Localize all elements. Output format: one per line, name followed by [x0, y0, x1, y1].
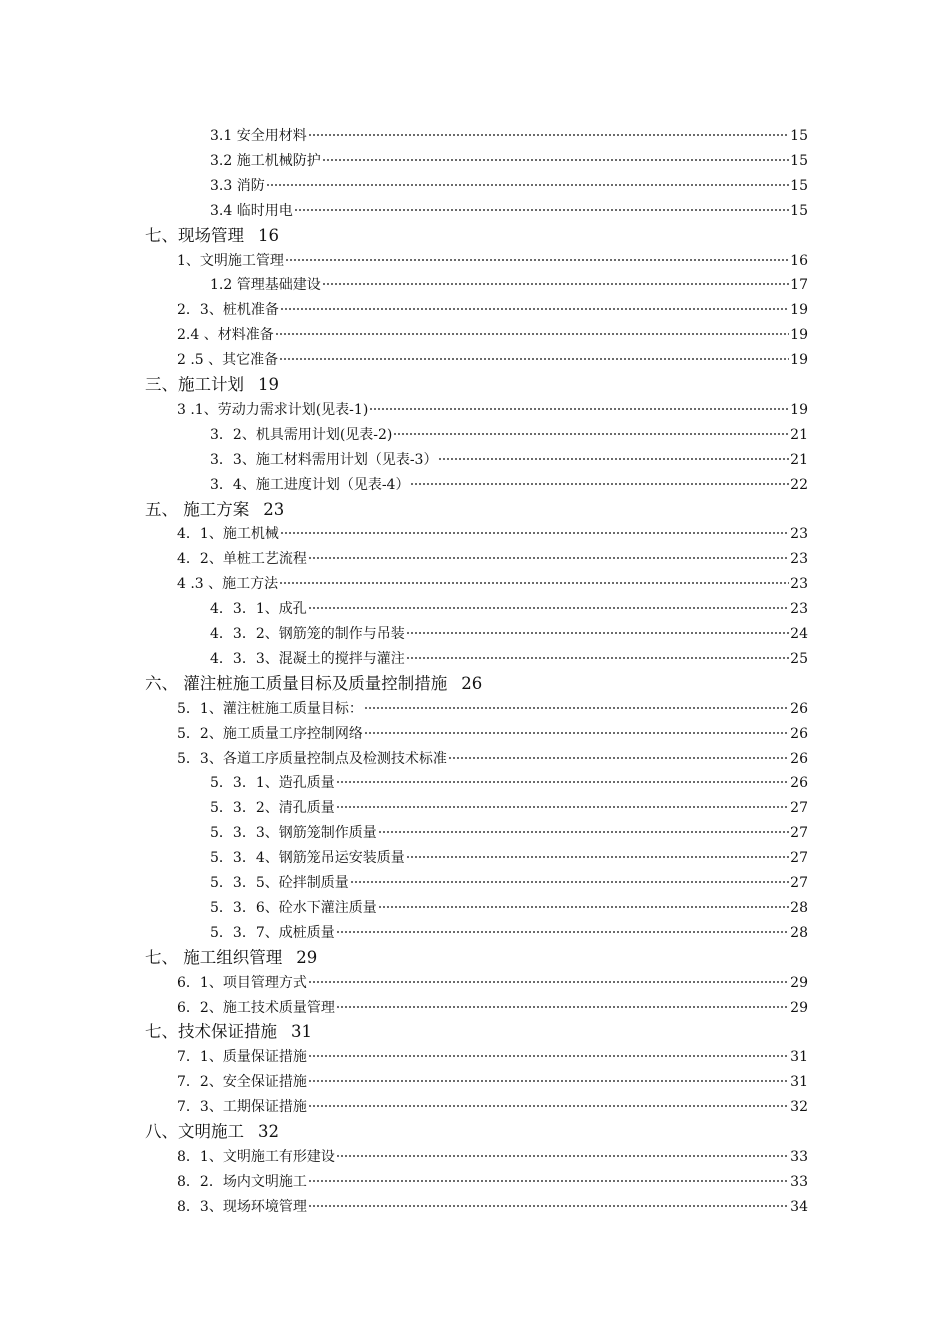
toc-entry-title: 7．2、安全保证措施: [177, 1074, 307, 1091]
toc-chapter-entry[interactable]: [145, 946, 317, 970]
toc-page-number: 16: [258, 225, 279, 245]
toc-entry-title: 5．3．4、钢筋笼吊运安装质量: [210, 850, 405, 867]
toc-dot-leader: [308, 607, 789, 609]
toc-entry[interactable]: [177, 298, 808, 322]
toc-page-number: 27: [790, 825, 808, 842]
toc-page-number: 23: [790, 551, 808, 568]
toc-entry-title: 8．3、现场环境管理: [177, 1198, 307, 1215]
toc-entry-title: 4．1、施工机械: [177, 526, 279, 543]
toc-page-number: 23: [263, 499, 285, 519]
toc-dot-leader: [266, 184, 789, 186]
toc-dot-leader: [378, 906, 789, 908]
toc-dot-leader: [308, 1205, 789, 1207]
toc-page-number: 32: [790, 1099, 808, 1116]
toc-dot-leader: [336, 1006, 789, 1008]
toc-entry-title: 七、技术保证措施: [145, 1022, 277, 1042]
toc-entry[interactable]: [177, 1070, 808, 1094]
toc-entry-title: 4．3．1、成孔: [210, 601, 307, 618]
toc-dot-leader: [285, 259, 789, 261]
toc-dot-leader: [280, 532, 789, 534]
toc-entry-title: 3．3、施工材料需用计划（见表-3）: [210, 451, 438, 468]
toc-entry-title: 3.4 临时用电: [210, 202, 293, 219]
toc-page-number: 27: [790, 875, 808, 891]
toc-entry-title: 2 .5 、其它准备: [177, 352, 279, 369]
toc-chapter-entry[interactable]: [145, 498, 284, 522]
toc-page-number: 31: [291, 1022, 312, 1042]
toc-entry-title: 3.2 施工机械防护: [210, 152, 321, 169]
toc-entry-title: 3.1 安全用材料: [210, 128, 307, 144]
toc-entry-title: 4．2、单桩工艺流程: [177, 551, 307, 568]
toc-page-number: 33: [790, 1173, 808, 1190]
toc-chapter-entry[interactable]: [145, 1120, 279, 1144]
toc-page-number: 21: [790, 426, 808, 443]
toc-page-number: 31: [790, 1074, 808, 1091]
toc-entry[interactable]: [210, 921, 808, 945]
toc-entry[interactable]: [177, 398, 808, 422]
toc-entry-title: 5．2、施工质量工序控制网络: [177, 725, 363, 742]
toc-entry-title: 八、文明施工: [145, 1122, 244, 1141]
toc-entry-title: 4．3．3、混凝土的搅拌与灌注: [210, 650, 405, 667]
toc-dot-leader: [322, 159, 789, 161]
toc-entry-title: 5．3．5、砼拌制质量: [210, 875, 349, 891]
toc-entry-title: 6．2、施工技术质量管理: [177, 999, 335, 1016]
toc-dot-leader: [336, 781, 789, 783]
toc-entry[interactable]: [177, 1045, 808, 1069]
toc-entry-title: 8．2．场内文明施工: [177, 1173, 307, 1190]
toc-entry[interactable]: [210, 871, 808, 895]
toc-dot-leader: [406, 856, 789, 858]
toc-dot-leader: [406, 657, 789, 659]
toc-entry[interactable]: [210, 796, 808, 820]
toc-entry-title: 七、现场管理: [145, 225, 244, 245]
toc-page-number: 29: [296, 947, 318, 967]
toc-dot-leader: [410, 483, 789, 485]
toc-entry-title: 7．1、质量保证措施: [177, 1049, 307, 1066]
toc-page-number: 26: [790, 725, 808, 742]
toc-page-number: 15: [790, 202, 808, 219]
toc-entry[interactable]: [210, 473, 808, 497]
toc-entry[interactable]: [177, 323, 808, 347]
toc-page-number: 19: [790, 302, 808, 319]
toc-page-number: 19: [790, 327, 808, 344]
toc-dot-leader: [336, 931, 789, 933]
toc-page-number: 15: [790, 128, 808, 144]
toc-entry[interactable]: [210, 124, 808, 148]
toc-entry[interactable]: [210, 448, 808, 472]
toc-entry-title: 三、施工计划: [145, 375, 244, 394]
toc-page-number: 19: [790, 352, 808, 369]
toc-entry[interactable]: [210, 821, 808, 845]
toc-entry[interactable]: [210, 647, 808, 671]
toc-page-number: 32: [258, 1122, 279, 1141]
toc-entry[interactable]: [210, 771, 808, 795]
toc-dot-leader: [279, 582, 789, 584]
toc-entry-title: 2．3、桩机准备: [177, 302, 279, 319]
toc-page-number: 26: [461, 673, 483, 693]
toc-entry[interactable]: [210, 423, 808, 447]
toc-page-number: 23: [790, 601, 808, 618]
toc-entry-title: 3 .1、劳动力需求计划(见表-1): [177, 401, 369, 418]
toc-page-number: 28: [790, 899, 808, 916]
toc-dot-leader: [294, 209, 789, 211]
toc-entry-title: 七、 施工组织管理: [145, 947, 283, 967]
toc-entry[interactable]: [177, 747, 808, 771]
toc-page-number: 22: [790, 476, 808, 493]
toc-page-number: 15: [790, 152, 808, 169]
toc-page-number: 33: [790, 1148, 808, 1165]
toc-dot-leader: [364, 732, 789, 734]
toc-entry[interactable]: [177, 1095, 808, 1119]
toc-entry-title: 4．3．2、钢筋笼的制作与吊装: [210, 626, 405, 642]
toc-entry-title: 4 .3 、施工方法: [177, 576, 279, 593]
toc-entry[interactable]: [210, 199, 808, 223]
toc-chapter-entry[interactable]: [145, 224, 279, 248]
toc-entry[interactable]: [210, 597, 808, 621]
toc-dot-leader: [369, 408, 789, 410]
toc-dot-leader: [438, 458, 789, 460]
toc-entry[interactable]: [177, 996, 808, 1020]
toc-page-number: 31: [790, 1049, 808, 1066]
toc-entry-title: 7．3、工期保证措施: [177, 1099, 307, 1116]
toc-entry-title: 1.2 管理基础建设: [210, 277, 321, 294]
toc-page-number: 26: [790, 700, 808, 717]
toc-dot-leader: [336, 1155, 789, 1157]
toc-entry-title: 5．3．7、成桩质量: [210, 924, 335, 941]
toc-entry[interactable]: [177, 1195, 808, 1219]
toc-page-number: 26: [790, 750, 808, 767]
toc-entry[interactable]: [177, 697, 808, 721]
toc-page-number: 25: [790, 650, 808, 667]
toc-entry-title: 5．1、灌注桩施工质量目标：: [177, 700, 363, 717]
toc-entry-title: 五、 施工方案: [145, 499, 250, 519]
toc-page-number: 15: [790, 177, 808, 194]
toc-entry[interactable]: [177, 1145, 808, 1169]
toc-page-number: 27: [790, 850, 808, 867]
toc-chapter-entry[interactable]: [145, 373, 279, 397]
toc-entry-title: 5．3．3、钢筋笼制作质量: [210, 825, 377, 842]
toc-page-number: 19: [790, 401, 808, 418]
toc-dot-leader: [308, 1055, 789, 1057]
toc-chapter-entry[interactable]: [145, 1020, 312, 1044]
toc-dot-leader: [308, 1080, 789, 1082]
toc-entry-title: 2.4 、材料准备: [177, 327, 274, 344]
toc-chapter-entry[interactable]: [145, 672, 482, 696]
toc-entry-title: 8．1、文明施工有形建设: [177, 1148, 335, 1165]
toc-dot-leader: [378, 831, 789, 833]
toc-dot-leader: [308, 981, 789, 983]
toc-entry-title: 3．4、施工进度计划（见表-4）: [210, 476, 410, 493]
toc-page-number: 23: [790, 576, 808, 593]
toc-entry[interactable]: [210, 622, 808, 646]
toc-page-number: 24: [790, 626, 808, 642]
toc-dot-leader: [308, 1180, 789, 1182]
toc-entry[interactable]: [177, 522, 808, 546]
toc-entry[interactable]: [210, 896, 808, 920]
toc-dot-leader: [393, 433, 789, 435]
toc-entry[interactable]: [210, 273, 808, 297]
toc-page-number: 23: [790, 526, 808, 543]
toc-entry[interactable]: [177, 348, 808, 372]
toc-dot-leader: [336, 806, 789, 808]
toc-dot-leader: [275, 333, 789, 335]
toc-entry-title: 5．3．6、砼水下灌注质量: [210, 899, 377, 916]
toc-page-number: 17: [790, 277, 808, 294]
toc-dot-leader: [308, 557, 789, 559]
toc-entry-title: 六、 灌注桩施工质量目标及质量控制措施: [145, 673, 448, 693]
toc-entry-title: 6．1、项目管理方式: [177, 974, 307, 991]
toc-dot-leader: [406, 632, 789, 634]
toc-page-number: 16: [790, 252, 808, 269]
toc-page-number: 29: [790, 999, 808, 1016]
toc-entry[interactable]: [177, 249, 808, 273]
toc-page-number: 28: [790, 924, 808, 941]
toc-dot-leader: [350, 881, 789, 883]
toc-entry-title: 5．3、各道工序质量控制点及检测技术标准: [177, 750, 447, 767]
toc-entry-title: 5．3．1、造孔质量: [210, 775, 335, 792]
toc-entry[interactable]: [177, 1170, 808, 1194]
toc-entry[interactable]: [177, 547, 808, 571]
toc-entry[interactable]: [210, 174, 808, 198]
toc-entry-title: 3.3 消防: [210, 177, 265, 194]
toc-page-number: 29: [790, 974, 808, 991]
toc-dot-leader: [448, 757, 789, 759]
toc-dot-leader: [308, 1105, 789, 1107]
toc-entry-title: 5．3．2、清孔质量: [210, 800, 335, 817]
toc-entry-title: 1、文明施工管理: [177, 252, 284, 269]
toc-page-number: 19: [258, 375, 279, 394]
toc-entry[interactable]: [210, 149, 808, 173]
toc-entry-title: 3．2、机具需用计划(见表-2): [210, 426, 393, 443]
toc-dot-leader: [280, 308, 789, 310]
toc-entry[interactable]: [177, 722, 808, 746]
toc-dot-leader: [364, 707, 789, 709]
toc-entry[interactable]: [210, 846, 808, 870]
toc-page-number: 26: [790, 775, 808, 792]
toc-entry[interactable]: [177, 572, 808, 596]
toc-page-number: 27: [790, 800, 808, 817]
toc-entry[interactable]: [177, 971, 808, 995]
toc-page-number: 34: [790, 1198, 808, 1215]
toc-dot-leader: [279, 358, 789, 360]
toc-dot-leader: [308, 134, 789, 136]
toc-page-number: 21: [790, 451, 808, 468]
toc-dot-leader: [322, 283, 789, 285]
